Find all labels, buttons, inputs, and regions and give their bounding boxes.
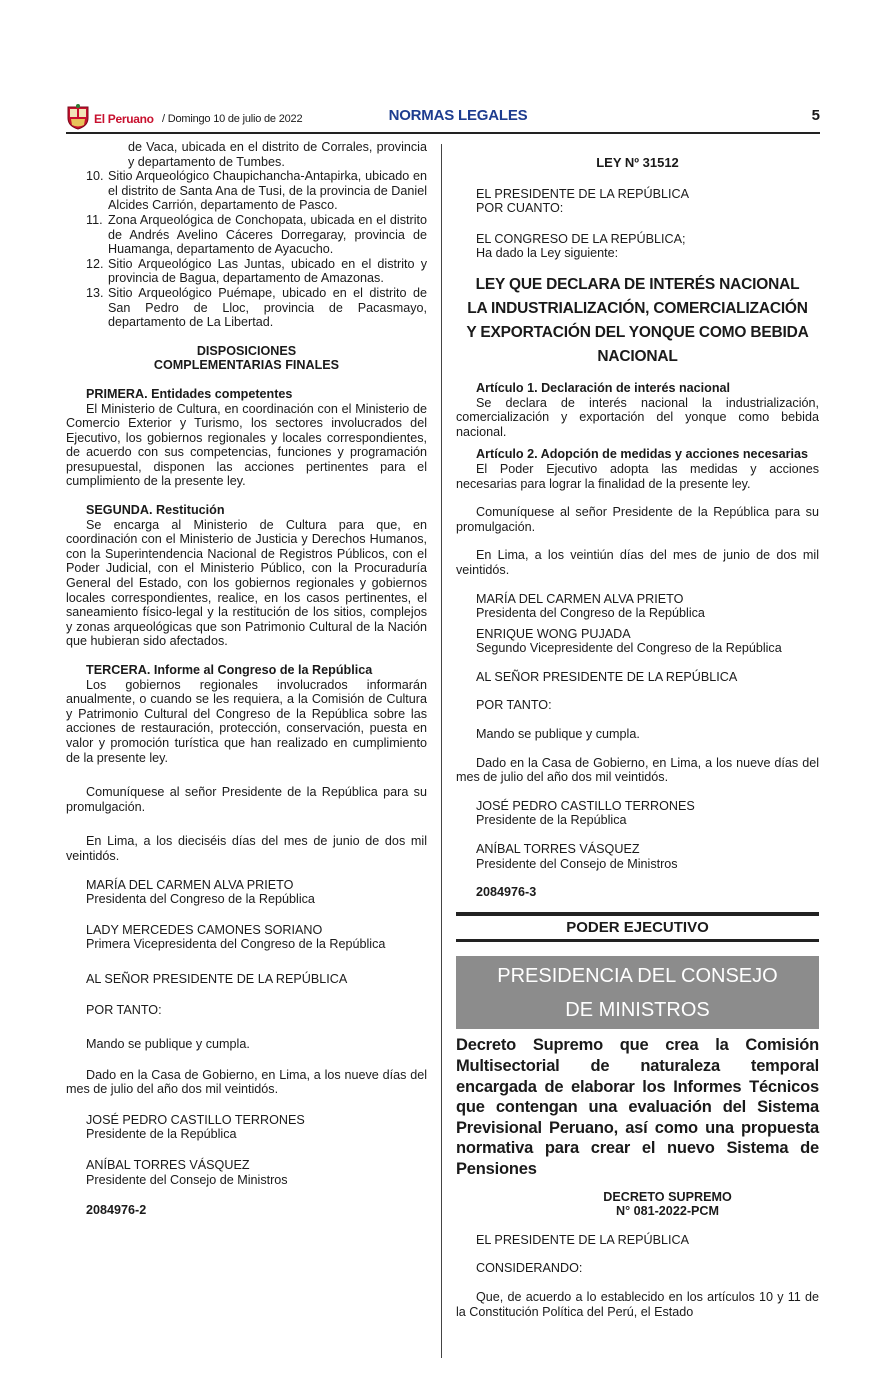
addressee: AL SEÑOR PRESIDENTE DE LA REPÚBLICA [476, 669, 738, 684]
disp-heading: DISPOSICIONES [196, 343, 297, 358]
list-item-text: Sitio Arqueológico Las Juntas, ubicado en el distrito y provincia de Bagua, departamento de Amazonas. [108, 256, 427, 286]
list-item-text: Sitio Arqueológico Chaupichancha-Antapirka, ubicado en el distrito de Santa Ana de Tusi, de la provincia de Daniel Alcides Carrión, departamento de Pasco. [108, 169, 427, 213]
list-item [66, 169, 427, 213]
right-column [456, 140, 819, 1319]
signatory-role: Segundo Vicepresidente del Congreso de la República [476, 641, 782, 656]
issue-date: / Domingo 10 de julio de 2022 [162, 113, 303, 125]
congreso-text: EL CONGRESO DE LA REPÚBLICA; [476, 231, 686, 246]
primera-title: PRIMERA. Entidades competentes [86, 386, 293, 401]
list-item-number: 10. [86, 169, 104, 184]
signatory-name: JOSÉ PEDRO CASTILLO TERRONES [476, 798, 695, 813]
pcm-banner-line: DE MINISTROS [565, 999, 710, 1022]
tercera-text: Los gobiernos regionales involucrados informarán anualmente, o cuando se les requiera, a la Comisión de Cultura y Patrimonio Cultural del Congreso de la República sobre las acciones de restauración, protección, conservación, puesta en valor y promoción turística que han realizado en cumplimiento de la presente ley. [66, 677, 427, 765]
decree-title: Decreto Supremo que crea la Comisión Multisectorial de naturaleza temporal encargada de elaborar los Informes Técnicos que contengan una evaluación del Sistema Previsional Peruano, así como una propuesta normativa para crear el nuevo Sistema de Pensiones [456, 1036, 819, 1178]
pcm-banner [456, 956, 819, 1029]
pcm-banner-line: PRESIDENCIA DEL CONSEJO [497, 965, 778, 988]
en-lima-text: En Lima, a los dieciséis días del mes de junio de dos mil veintidós. [66, 834, 427, 863]
decree-label: DECRETO SUPREMO [603, 1189, 732, 1204]
page-header [66, 104, 820, 134]
mando-text: Mando se publique y cumpla. [86, 1037, 250, 1052]
signatory-role: Primera Vicepresidenta del Congreso de la República [86, 937, 386, 952]
publication-code: 2084976-2 [86, 1203, 147, 1218]
signatory-role: Presidente de la República [476, 813, 627, 828]
left-column [66, 140, 427, 1218]
list-item [66, 213, 427, 257]
dado-text: Dado en la Casa de Gobierno, en Lima, a los nueve días del mes de julio del año dos mil veintidós. [66, 1067, 427, 1097]
signatory-name: MARÍA DEL CARMEN ALVA PRIETO [86, 877, 294, 892]
article-2-title: Artículo 2. Adopción de medidas y acciones necesarias [476, 447, 808, 462]
considerando-text: CONSIDERANDO: [476, 1261, 583, 1276]
signatory-name: JOSÉ PEDRO CASTILLO TERRONES [86, 1112, 305, 1127]
segunda-text: Se encarga al Ministerio de Cultura para que, en coordinación con el Ministerio de Justicia y Derechos Humanos, con la Superintendencia Nacional de Registros Públicos, con el Poder Judicial, con el Ministerio Público, con la Procuraduría General del Estado, con los gobiernos regionales y gobiernos locales correspondientes, realice, en los casos pertinentes, el saneamiento físico-legal y la restitución de los sitios, complejos y zonas arqueológicas que son Patrimonio Cultural de la Nación que hubieran sido afectados. [66, 517, 427, 649]
list-item-text: Sitio Arqueológico Puémape, ubicado en el distrito de San Pedro de Lloc, provincia de Pacasmayo, departamento de La Libertad. [108, 285, 427, 330]
law-title: LEY QUE DECLARA DE INTERÉS NACIONAL LA INDUSTRIALIZACIÓN, COMERCIALIZACIÓN Y EXPORTACIÓN DEL YONQUE COMO BEBIDA NACIONAL [466, 275, 809, 365]
list-item-continuation: de Vaca, ubicada en el distrito de Corrales, provincia y departamento de Tumbes. [128, 140, 427, 169]
signatory-name: ENRIQUE WONG PUJADA [476, 626, 631, 641]
signatory-role: Presidente del Consejo de Ministros [86, 1172, 288, 1187]
list-item-text: Zona Arqueológica de Conchopata, ubicada en el distrito de Andrés Avelino Cáceres Dorregaray, provincia de Huamanga, departamento de Ayacucho. [108, 212, 427, 257]
list-item [66, 286, 427, 330]
list-item [66, 257, 427, 286]
mando-text: Mando se publique y cumpla. [476, 727, 640, 742]
signatory-name: LADY MERCEDES CAMONES SORIANO [86, 922, 323, 937]
comuniquese-text: Comuníquese al señor Presidente de la República para su promulgación. [66, 785, 427, 814]
list-item-number: 13. [86, 285, 104, 300]
signatory-role: Presidente de la República [86, 1127, 237, 1142]
addressee: AL SEÑOR PRESIDENTE DE LA REPÚBLICA [86, 971, 348, 986]
article-2-text: El Poder Ejecutivo adopta las medidas y acciones necesarias para lograr la finalidad de la presente ley. [456, 461, 819, 491]
segunda-title: SEGUNDA. Restitución [86, 503, 225, 518]
presidente-text: EL PRESIDENTE DE LA REPÚBLICA [476, 1232, 689, 1247]
ha-dado-text: Ha dado la Ley siguiente: [476, 246, 619, 261]
article-1-title: Artículo 1. Declaración de interés nacional [476, 380, 731, 395]
signatory-name: ANÍBAL TORRES VÁSQUEZ [86, 1158, 250, 1173]
law-number: LEY Nº 31512 [596, 155, 679, 170]
primera-text: El Ministerio de Cultura, en coordinación con el Ministerio de Comercio Exterior y Turismo, los sectores involucrados del Ejecutivo, los gobiernos regionales y locales correspondientes, de acuerdo con sus competencias, funciones y programación presupuestal, disponen las acciones pertinentes para el cumplimiento de la presente ley. [66, 401, 427, 489]
dado-text: Dado en la Casa de Gobierno, en Lima, a los nueve días del mes de julio del año dos mil veintidós. [456, 755, 819, 785]
publication-code: 2084976-3 [476, 885, 537, 900]
article-1-text: Se declara de interés nacional la industrialización, comercialización y exportación del yonque como bebida nacional. [456, 395, 819, 439]
en-lima-text: En Lima, a los veintiún días del mes de junio de dos mil veintidós. [456, 548, 819, 577]
comuniquese-text: Comuníquese al señor Presidente de la República para su promulgación. [456, 505, 819, 534]
signatory-role: Presidenta del Congreso de la República [476, 606, 705, 621]
page-number: 5 [811, 107, 820, 124]
tercera-title: TERCERA. Informe al Congreso de la República [86, 663, 373, 677]
por-tanto: POR TANTO: [86, 1002, 162, 1017]
signatory-name: MARÍA DEL CARMEN ALVA PRIETO [476, 591, 684, 606]
presidente-text: EL PRESIDENTE DE LA REPÚBLICA [476, 186, 689, 201]
column-divider [441, 144, 442, 1358]
signatory-role: Presidente del Consejo de Ministros [476, 856, 678, 871]
por-tanto: POR TANTO: [476, 698, 552, 713]
section-title: NORMAS LEGALES [388, 107, 528, 124]
considerando-paragraph: Que, de acuerdo a lo establecido en los artículos 10 y 11 de la Constitución Política del Perú, el Estado [456, 1289, 819, 1319]
signatory-role: Presidenta del Congreso de la República [86, 892, 315, 907]
signatory-name: ANÍBAL TORRES VÁSQUEZ [476, 842, 640, 857]
list-item-number: 12. [86, 256, 104, 271]
por-cuanto: POR CUANTO: [476, 201, 564, 216]
decree-number: N° 081-2022-PCM [615, 1204, 720, 1219]
poder-ejecutivo-banner: PODER EJECUTIVO [456, 912, 819, 943]
list-item-number: 11. [86, 212, 103, 227]
disp-heading: COMPLEMENTARIAS FINALES [153, 358, 340, 373]
brand-name: El Peruano [94, 112, 154, 126]
